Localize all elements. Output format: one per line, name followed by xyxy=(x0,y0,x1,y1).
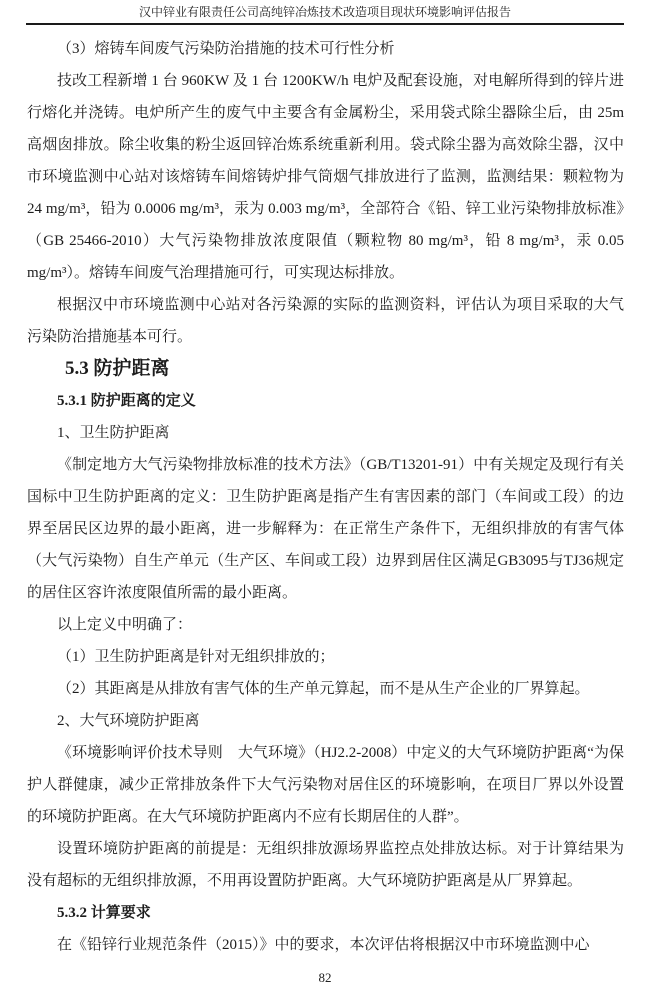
item3-heading: （3）熔铸车间废气污染防治措施的技术可行性分析 xyxy=(57,41,395,57)
section-heading-5-3-1: 5.3.1 防护距离的定义 xyxy=(57,393,196,409)
paragraph-clarified-intro: 以上定义中明确了： xyxy=(57,617,193,633)
paragraph-premise: 设置环境防护距离的前提是：无组织排放源场界监控点处排放达标。对于计算结果为没有超标的无组织排放源，不用再设置防护距离。大气环境防护距离是从厂界算起。 xyxy=(27,841,624,889)
document-body xyxy=(0,25,650,961)
section-heading-5-3: 5.3 防护距离 xyxy=(65,358,170,379)
clarify-point-1: （1）卫生防护距离是针对无组织排放的； xyxy=(57,649,335,665)
item1-heading: 1、卫生防护距离 xyxy=(57,425,170,441)
section-heading-5-3-2: 5.3.2 计算要求 xyxy=(57,905,151,921)
page-number: 82 xyxy=(318,970,332,985)
item2-heading: 2、大气环境防护距离 xyxy=(57,713,200,729)
paragraph-furnace-measures: 技改工程新增 1 台 960KW 及 1 台 1200KW/h 电炉及配套设施，对电解所得到的锌片进行熔化并浇铸。电炉所产生的废气中主要含有金属粉尘，采用袋式除尘器除尘后，由 25m 高烟囱排放。除尘收集的粉尘返回锌冶炼系统重新利用。袋式除尘器为高效除尘器，汉中市环境监测中心站对该熔铸车间熔铸炉排气筒烟气排放进行了监测，监测结果：颗粒物为 24 mg/m³，铅为 0.0006 mg/m³，汞为 0.003 mg/m³，全部符合《铅、锌工业污染物排放标准》（GB 25466-2010）大气污染物排放浓度限值（颗粒物 80 mg/m³，铅 8 mg/m³，汞 0.05 mg/m³）。熔铸车间废气治理措施可行，可实现达标排放。 xyxy=(27,73,624,281)
running-header-title: 汉中锌业有限责任公司高纯锌冶炼技术改造项目现状环境影响评估报告 xyxy=(138,5,511,19)
clarify-point-2: （2）其距离是从排放有害气体的生产单元算起，而不是从生产企业的厂界算起。 xyxy=(57,681,590,697)
paragraph-conclusion: 根据汉中市环境监测中心站对各污染源的实际的监测资料，评估认为项目采取的大气污染防治措施基本可行。 xyxy=(27,297,624,345)
paragraph-sanitary-definition: 《制定地方大气污染物排放标准的技术方法》（GB/T13201-91）中有关规定及现行有关国标中卫生防护距离的定义：卫生防护距离是指产生有害因素的部门（车间或工段）的边界至居民区边界的最小距离，进一步解释为：在正常生产条件下，无组织排放的有害气体（大气污染物）自生产单元（生产区、车间或工段）边界到居住区满足GB3095与TJ36规定的居住区容许浓度限值所需的最小距离。 xyxy=(27,457,624,601)
paragraph-atmospheric-definition: 《环境影响评价技术导则 大气环境》（HJ2.2-2008）中定义的大气环境防护距离“为保护人群健康，减少正常排放条件下大气污染物对居住区的环境影响，在项目厂界以外设置的环境防护距离。在大气环境防护距离内不应有长期居住的人群”。 xyxy=(27,745,624,825)
paragraph-calculation-requirement: 在《铅锌行业规范条件（2015）》中的要求，本次评估将根据汉中市环境监测中心 xyxy=(57,937,590,953)
